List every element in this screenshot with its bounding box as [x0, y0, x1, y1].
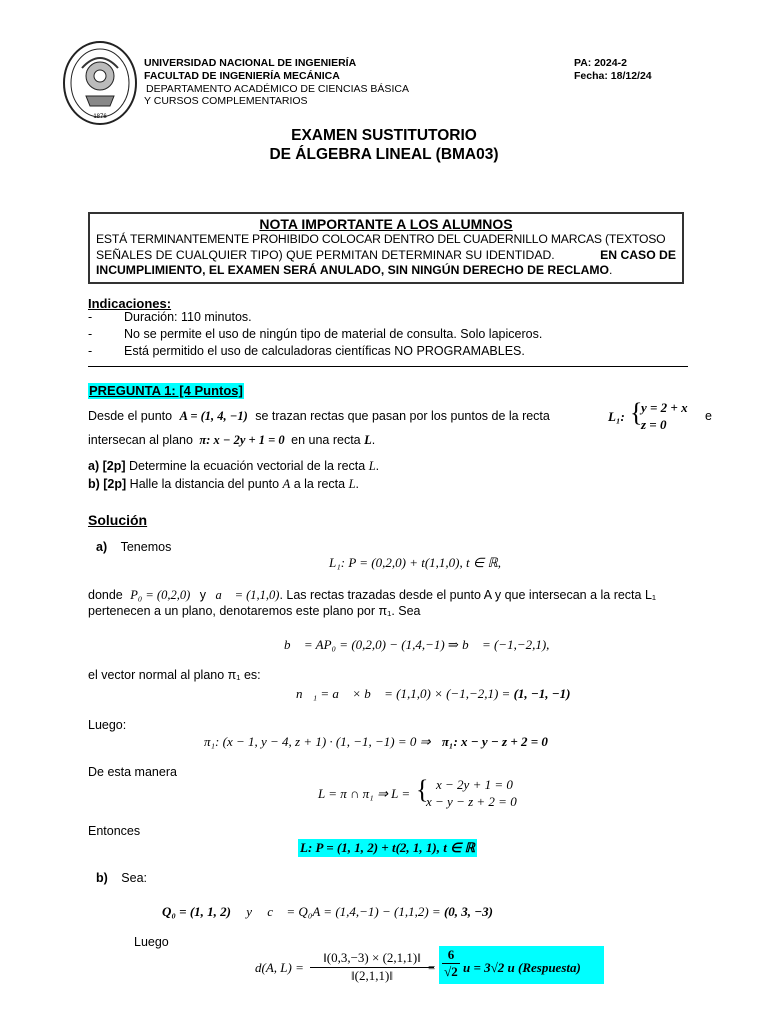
- period: .: [355, 477, 360, 491]
- notice-line-3-end: .: [609, 263, 613, 277]
- eq-c-result: (0, 3, −3): [443, 904, 494, 919]
- entonces-label: Entonces: [88, 824, 141, 838]
- part-a-label: a) [2p]: [88, 459, 126, 473]
- notice-line-3-bold: INCUMPLIMIENTO, EL EXAMEN SERÁ ANULADO, SIN NINGÚN DERECHO DE RECLAMO: [96, 263, 610, 277]
- part-a-var: L: [368, 459, 376, 473]
- vector-a: a⃗ = (1,1,0): [215, 588, 280, 602]
- part-a-text: Determine la ecuación vectorial de la recta: [128, 459, 366, 473]
- plane-pi: π: x − 2y + 1 = 0: [199, 433, 285, 447]
- eq-pi1: [204, 734, 548, 750]
- question-text: en una recta: [291, 433, 361, 447]
- de-esta-manera: De esta manera: [88, 765, 177, 779]
- indication-bullet: -: [88, 310, 93, 324]
- eq-pi1-result: π₁: x − y − z + 2 = 0: [441, 734, 548, 749]
- period: .: [371, 433, 376, 447]
- notice-title: NOTA IMPORTANTE A LOS ALUMNOS: [259, 216, 513, 232]
- solution-a-label: a): [96, 540, 108, 554]
- question-text-e: e: [705, 409, 712, 423]
- eq-l-result: L: P = (1, 1, 2) + t(2, 1, 1), t ∈ ℝ: [300, 840, 475, 855]
- part-b: [88, 477, 359, 492]
- solution-a-intro: [96, 540, 171, 555]
- solution-a-text: Tenemos: [120, 540, 172, 554]
- text: donde: [88, 588, 123, 602]
- text: . Las rectas trazadas desde el punto A y que intersecan a la recta L₁: [279, 588, 657, 602]
- indication-text: Está permitido el uso de calculadoras científicas NO PROGRAMABLES.: [124, 344, 525, 358]
- question-line-1: [88, 409, 550, 424]
- line-l1-eq1: y = 2 + x: [641, 400, 688, 415]
- eq-pi1-left: π₁: (x − 1, y − 4, z + 1) · (1, −1, −1) = 0 ⇒: [204, 734, 431, 749]
- part-b-label: b) [2p]: [88, 477, 127, 491]
- indications-list: [88, 309, 542, 360]
- dist-denominator: ‖(2,1,1)‖: [351, 968, 393, 983]
- university-seal-logo: [62, 40, 138, 126]
- exam-date: Fecha: 18/12/24: [574, 70, 652, 82]
- notice-line-1: ESTÁ TERMINANTEMENTE PROHIBIDO COLOCAR DENTRO DEL CUADERNILLO MARCAS (TEXTOSO: [96, 232, 666, 246]
- answer-fraction: [442, 947, 460, 980]
- department-line-1: DEPARTAMENTO ACADÉMICO DE CIENCIAS BÁSICA: [146, 83, 409, 95]
- exam-title-line-1: EXAMEN SUSTITUTORIO: [291, 127, 477, 144]
- text: y: [199, 588, 206, 602]
- p0: P₀ = (0,2,0): [130, 588, 191, 602]
- exam-title-line-2: DE ÁLGEBRA LINEAL (BMA03): [269, 146, 499, 163]
- faculty-name: FACULTAD DE INGENIERÍA MECÁNICA: [144, 70, 340, 82]
- eq-c: c⃗ = Q₀A = (1,4,−1) − (1,1,2) =: [267, 904, 441, 919]
- pertenecen-line: pertenecen a un plano, denotaremos este plano por π₁. Sea: [88, 604, 421, 618]
- system-brace: {: [630, 398, 643, 427]
- indication-text: Duración: 110 minutos.: [124, 310, 252, 324]
- eq-l1: L₁: P = (0,2,0) + t(1,1,0), t ∈ ℝ,: [329, 555, 501, 570]
- line-l1-label: L₁:: [608, 409, 625, 424]
- section-divider: [88, 366, 688, 367]
- indications-title: Indicaciones:: [88, 296, 172, 311]
- solution-b-text: Sea:: [121, 871, 148, 885]
- luego-label-2: Luego: [134, 935, 169, 949]
- donde-line: [88, 588, 656, 603]
- eq-vector-b: b⃗ = AP₀ = (0,2,0) − (1,4,−1) ⇒ b⃗ = (−1,−2,1),: [284, 637, 550, 652]
- eq-normal-left: n⃗₁ = a⃗ × b⃗ = (1,1,0) × (−1,−2,1) =: [296, 686, 511, 701]
- eq-normal: [296, 686, 571, 702]
- text: y: [246, 904, 253, 919]
- university-name: UNIVERSIDAD NACIONAL DE INGENIERÍA: [144, 57, 357, 69]
- eq-q0-c: [162, 904, 493, 920]
- luego-label: Luego:: [88, 718, 127, 732]
- part-a: [88, 459, 379, 474]
- notice-line-3: [96, 263, 676, 279]
- line-l1-eq2: z = 0: [641, 417, 667, 432]
- eq-intersection: L = π ∩ π₁ ⇒ L =: [318, 786, 411, 801]
- part-b-var: A: [282, 477, 291, 491]
- indication-bullet: -: [88, 327, 93, 341]
- question-text: se trazan rectas que pasan por los puntos de la recta: [255, 409, 550, 423]
- important-notice-box: [88, 212, 684, 284]
- indication-item: [88, 309, 542, 326]
- indication-item: [88, 326, 542, 343]
- question-line-2: [88, 433, 375, 448]
- solution-title: Solución: [88, 512, 148, 528]
- system-eq1: x − 2y + 1 = 0: [436, 777, 513, 792]
- answer-denominator: √2: [444, 964, 458, 979]
- question-label: PREGUNTA 1: [4 Puntos]: [89, 383, 243, 398]
- question-text: Desde el punto: [88, 409, 173, 423]
- notice-line-2-text: SEÑALES DE CUALQUIER TIPO) QUE PERMITAN DETERMINAR SU IDENTIDAD.: [96, 247, 555, 262]
- line-l: L: [364, 433, 372, 447]
- dist-equals: =: [428, 960, 436, 975]
- dist-fraction: [310, 950, 434, 984]
- period: .: [375, 459, 380, 473]
- line-l1-system: [641, 399, 688, 433]
- eq-intersection-system: [426, 776, 517, 810]
- svg-text:1876: 1876: [93, 114, 107, 120]
- answer-text: u = 3√2 u (Respuesta): [463, 960, 581, 975]
- indication-text: No se permite el uso de ningún tipo de material de consulta. Solo lapiceros.: [124, 327, 543, 341]
- part-b-var: L: [348, 477, 356, 491]
- answer-numerator: 6: [442, 947, 460, 964]
- indication-item: [88, 343, 542, 360]
- system-brace: {: [416, 775, 429, 804]
- eq-q0: Q₀ = (1, 1, 2): [162, 904, 231, 919]
- normal-text: el vector normal al plano π₁ es:: [88, 668, 261, 682]
- indication-bullet: -: [88, 344, 93, 358]
- eq-normal-result: (1, −1, −1): [513, 686, 571, 701]
- notice-text: [90, 232, 682, 279]
- part-b-text: Halle la distancia del punto: [129, 477, 280, 491]
- system-eq2: x − y − z + 2 = 0: [426, 794, 517, 809]
- academic-period: PA: 2024-2: [574, 57, 627, 69]
- question-text: intersecan al plano: [88, 433, 193, 447]
- dist-numerator: ‖(0,3,−3) × (2,1,1)‖: [310, 950, 434, 968]
- dist-left: d(A, L) =: [255, 960, 304, 975]
- solution-b-intro: [96, 871, 147, 886]
- notice-line-2-bold: EN CASO DE: [600, 247, 676, 262]
- department-line-2: Y CURSOS COMPLEMENTARIOS: [144, 95, 308, 107]
- point-a: A = (1, 4, −1): [179, 409, 248, 423]
- part-b-text: a la recta: [293, 477, 346, 491]
- notice-line-2: [96, 248, 676, 264]
- solution-b-label: b): [96, 871, 108, 885]
